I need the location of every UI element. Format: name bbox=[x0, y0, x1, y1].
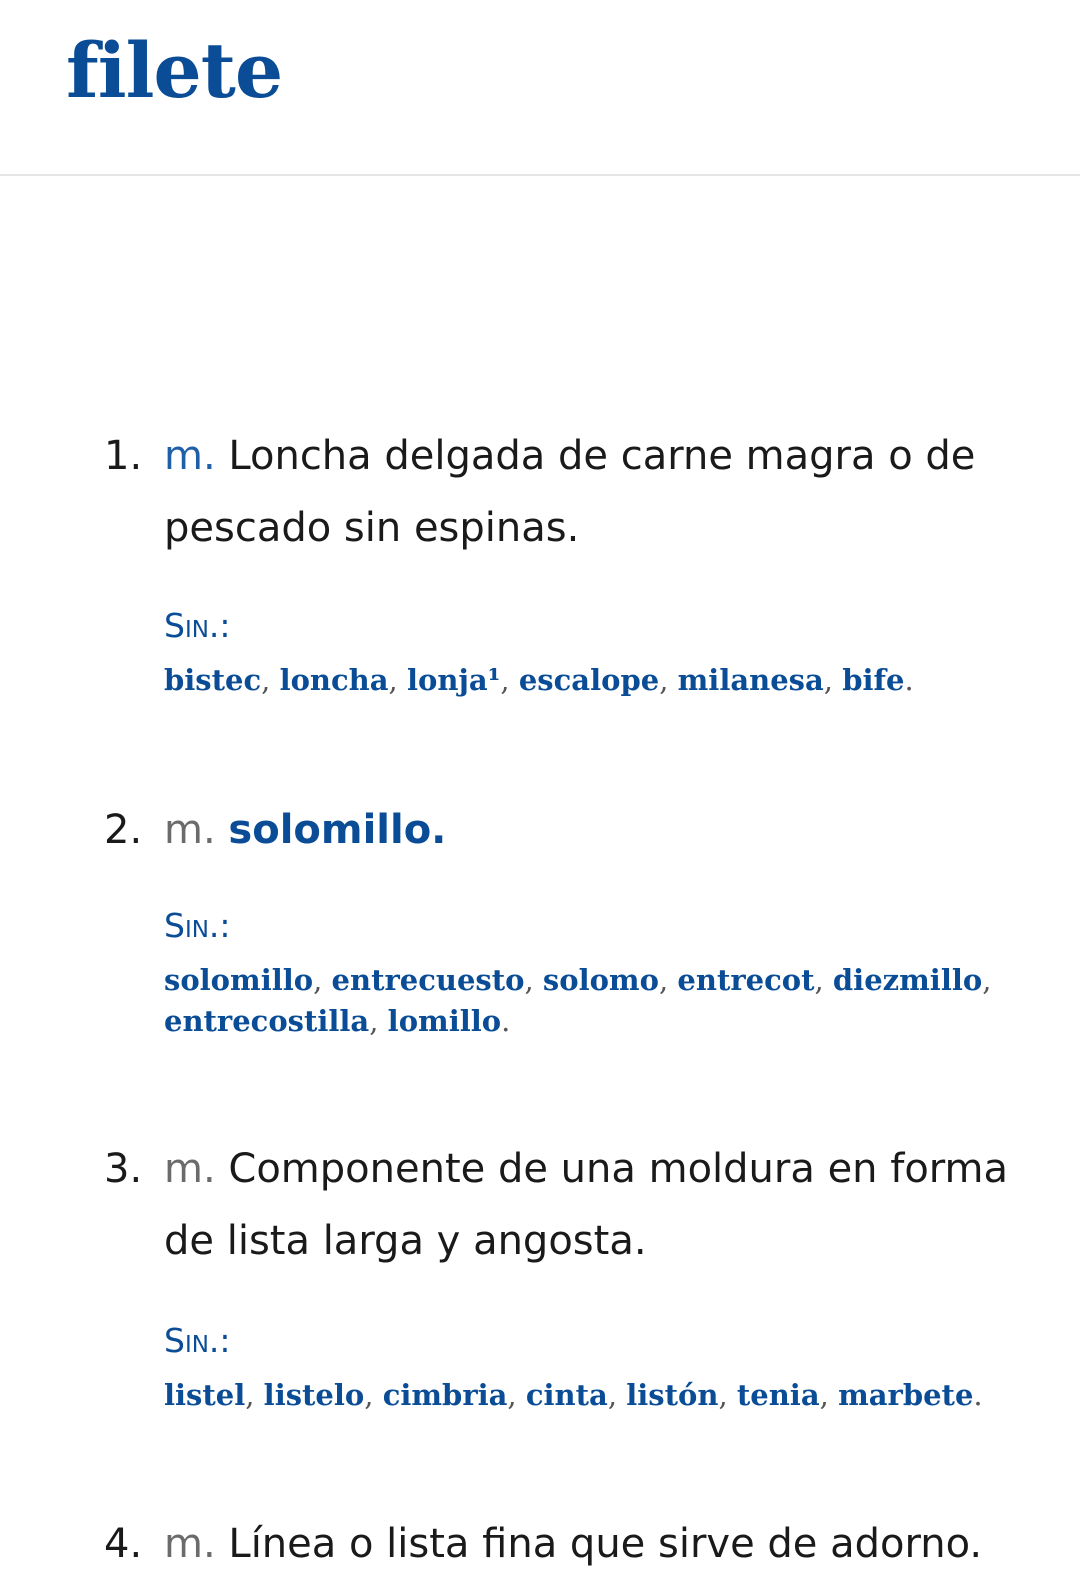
synonym-link[interactable]: cinta bbox=[525, 1378, 608, 1412]
sense-number: 3. bbox=[104, 1146, 143, 1192]
synonym-link[interactable]: cimbria bbox=[382, 1378, 508, 1412]
sense-number: 2. bbox=[104, 807, 143, 853]
sense-definition bbox=[164, 1133, 1044, 1277]
synonym-link[interactable]: milanesa bbox=[677, 663, 824, 697]
sense-definition bbox=[164, 420, 1044, 564]
entry-word: filete bbox=[66, 26, 283, 115]
synonym-link[interactable]: listelo bbox=[263, 1378, 365, 1412]
synonym-link[interactable]: bistec bbox=[164, 663, 262, 697]
synonym-link[interactable]: loncha bbox=[279, 663, 389, 697]
synonyms-label: Sin.: bbox=[164, 606, 231, 645]
synonym-link[interactable]: bife bbox=[842, 663, 905, 697]
synonym-link[interactable]: marbete bbox=[838, 1378, 974, 1412]
definition-text: Loncha delgada de carne magra o de pescado sin espinas. bbox=[164, 433, 976, 551]
synonym-link[interactable]: lomillo bbox=[387, 1004, 502, 1038]
cross-reference-link[interactable]: solomillo. bbox=[228, 807, 447, 853]
grammar-abbr: m. bbox=[164, 1521, 216, 1567]
entry-header bbox=[0, 0, 1080, 176]
synonym-link[interactable]: diezmillo bbox=[832, 963, 983, 997]
synonym-link[interactable]: solomo bbox=[542, 963, 659, 997]
synonym-link[interactable]: entrecot bbox=[677, 963, 815, 997]
sense-definition bbox=[164, 1508, 1044, 1580]
synonym-link[interactable]: tenia bbox=[736, 1378, 820, 1412]
synonyms-list: solomillo, entrecuesto, solomo, entrecot, diezmillo, entrecostilla, lomillo. bbox=[164, 963, 992, 1038]
synonym-link[interactable]: lonja¹ bbox=[406, 663, 501, 697]
definition-text: Línea o lista fina que sirve de adorno. bbox=[228, 1521, 983, 1567]
synonyms-list: bistec, loncha, lonja¹, escalope, milanesa, bife. bbox=[164, 663, 914, 697]
sense-definition bbox=[164, 794, 1044, 866]
grammar-abbr: m. bbox=[164, 807, 216, 853]
sense-number: 4. bbox=[104, 1521, 143, 1567]
synonym-link[interactable]: entrecuesto bbox=[331, 963, 525, 997]
synonyms-label: Sin.: bbox=[164, 1321, 231, 1360]
synonyms-label: Sin.: bbox=[164, 906, 231, 945]
definition-text: Componente de una moldura en forma de lista larga y angosta. bbox=[164, 1146, 1009, 1264]
synonym-link[interactable]: escalope bbox=[518, 663, 660, 697]
synonym-link[interactable]: listel bbox=[164, 1378, 246, 1412]
sense-number: 1. bbox=[104, 433, 143, 479]
synonym-link[interactable]: entrecostilla bbox=[164, 1004, 370, 1038]
grammar-abbr: m. bbox=[164, 1146, 216, 1192]
synonym-link[interactable]: listón bbox=[626, 1378, 719, 1412]
grammar-abbr-link[interactable]: m. bbox=[164, 433, 216, 479]
synonym-link[interactable]: solomillo bbox=[164, 963, 314, 997]
synonyms-list: listel, listelo, cimbria, cinta, listón, tenia, marbete. bbox=[164, 1378, 983, 1412]
